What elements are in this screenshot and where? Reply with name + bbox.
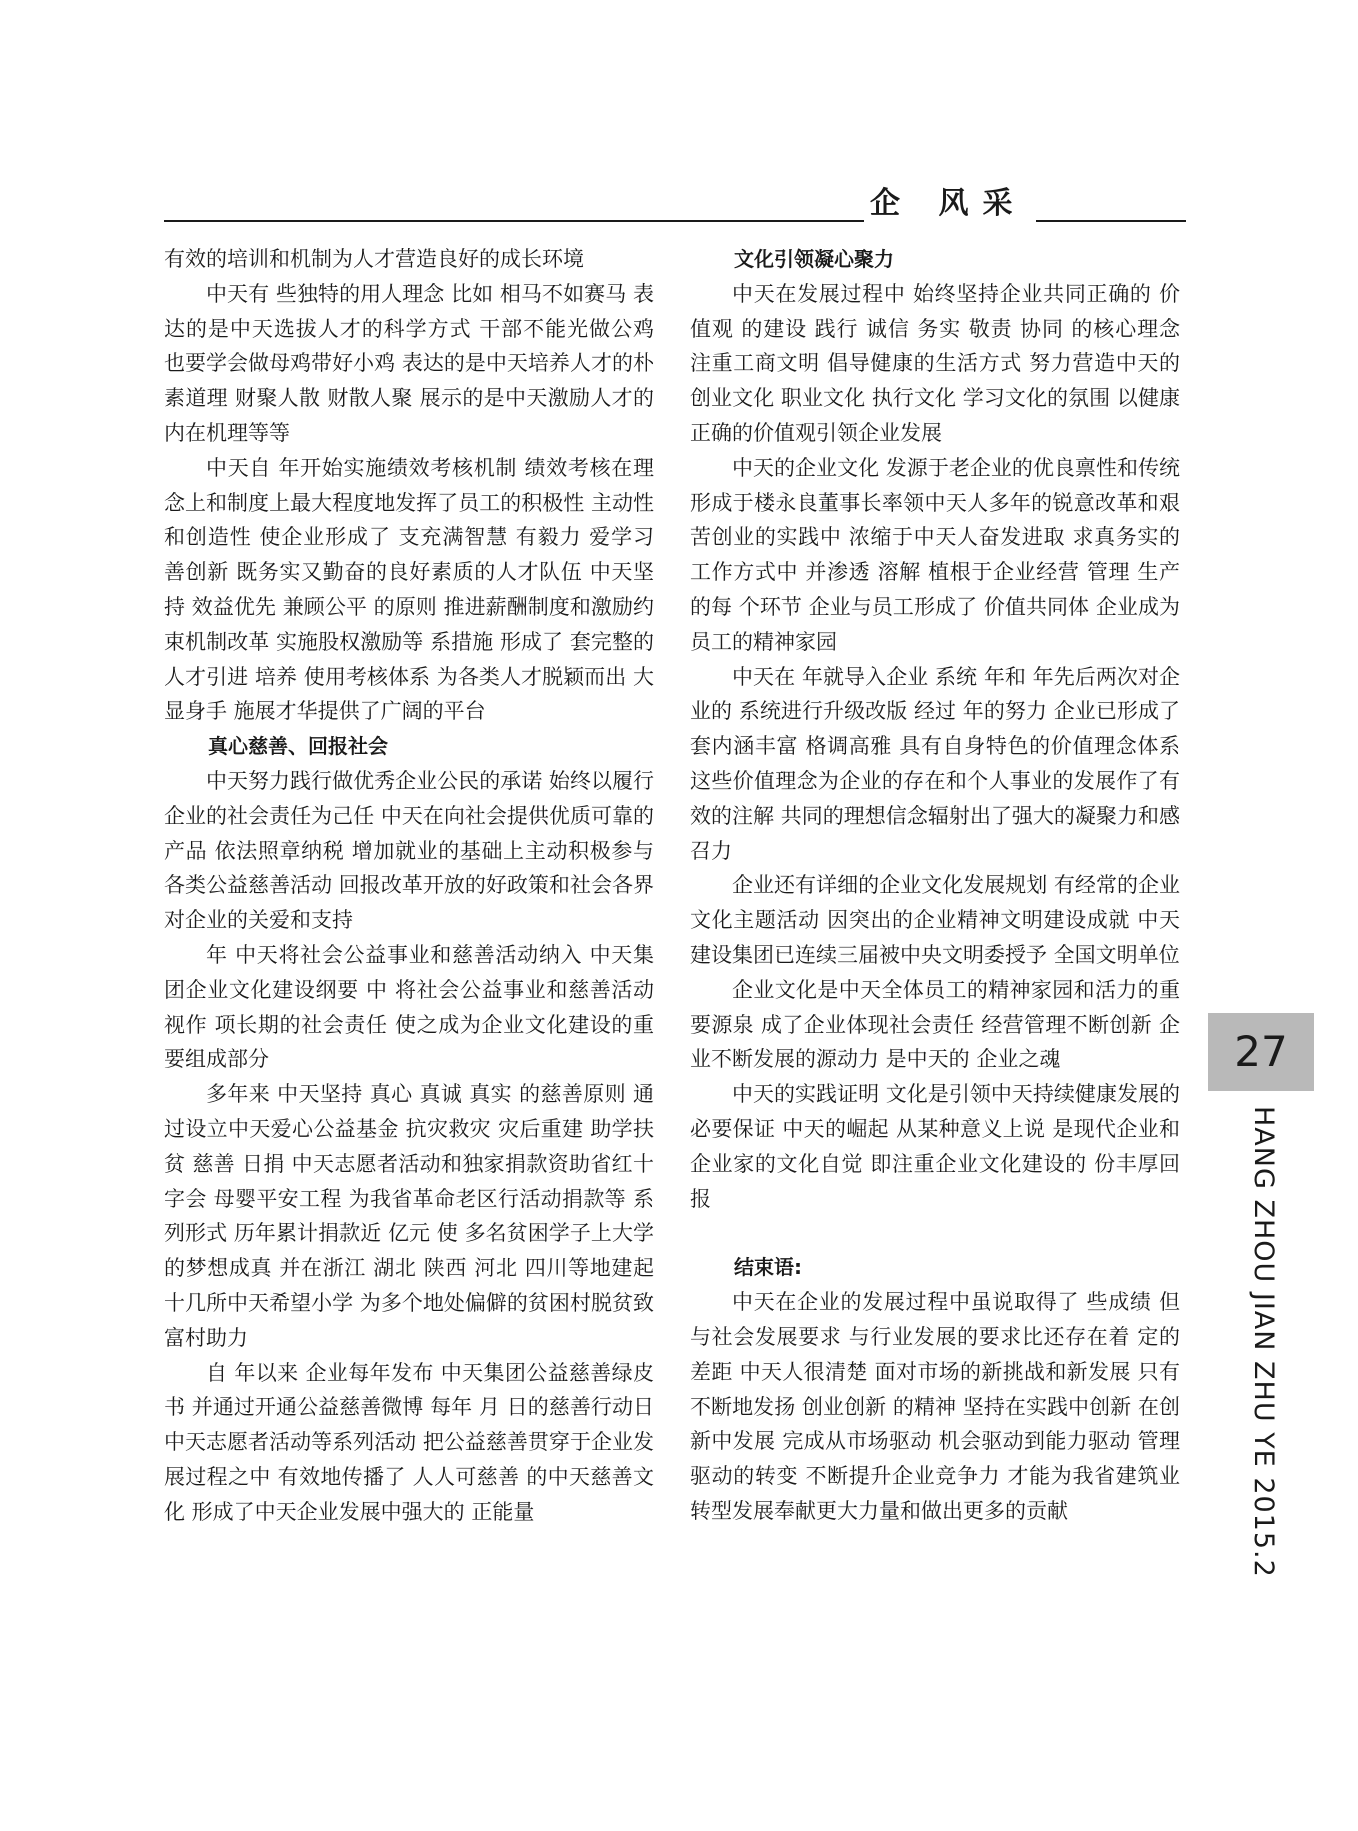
left-column xyxy=(164,242,654,1529)
section-heading: 文化引领凝心聚力 xyxy=(734,247,894,271)
section-heading: 结束语: xyxy=(734,1255,802,1280)
paragraph: 自 年以来 企业每年发布 中天集团公益慈善绿皮书 并通过开通公益慈善微博 每年 月 日的慈善行动日 中天志愿者活动等系列活动 把公益慈善贯穿于企业发展过程之中 有效地传播了 人人可慈善 的中天慈善文化 形成了中天企业发展中强大的 正能量 xyxy=(164,1360,654,1524)
paragraph: 多年来 中天坚持 真心 真诚 真实 的慈善原则 通过设立中天爱心公益基金 抗灾救灾 灾后重建 助学扶贫 慈善 日捐 中天志愿者活动和独家捐款资助省红十字会 母婴平安工程 为我省革命老区行活动捐款等 系列形式 历年累计捐款近 亿元 使 多名贫困学子上大学的梦想成真 并在浙江 湖北 陕西 河北 四川等地建起十几所中天希望小学 为多个地处偏僻的贫困村脱贫致富村助力 xyxy=(164,1082,654,1350)
paragraph: 中天的实践证明 文化是引领中天持续健康发展的必要保证 中天的崛起 从某种意义上说 是现代企业和企业家的文化自觉 即注重企业文化建设的 份丰厚回报 xyxy=(690,1082,1180,1211)
spacer xyxy=(690,1216,1180,1250)
header-rule-left xyxy=(164,220,864,222)
section-heading: 真心慈善、回报社会 xyxy=(208,734,388,759)
journal-label: HANG ZHOU JIAN ZHU YE 2015.2 xyxy=(1248,1106,1279,1578)
paragraph: 年 中天将社会公益事业和慈善活动纳入 中天集团企业文化建设纲要 中 将社会公益事业和慈善活动视作 项长期的社会责任 使之成为企业文化建设的重要组成部分 xyxy=(164,942,654,1072)
section-title: 企 风采 xyxy=(870,186,1027,221)
paragraph: 中天自 年开始实施绩效考核机制 绩效考核在理念上和制度上最大程度地发挥了员工的积极性 主动性和创造性 使企业形成了 支充满智慧 有毅力 爱学习 善创新 既务实又勤奋的良好素质的人才队伍 中天坚持 效益优先 兼顾公平 的原则 推进薪酬制度和激励约束机制改革 实施股权激励等 系措施 形成了 套完整的人才引进 培养 使用考核体系 为各类人才脱颖而出 大显身手 施展才华提供了广阔的平台 xyxy=(164,455,654,724)
paragraph: 企业还有详细的企业文化发展规划 有经常的企业文化主题活动 因突出的企业精神文明建设成就 中天建设集团已连续三届被中央文明委授予 全国文明单位 xyxy=(690,873,1180,967)
paragraph: 有效的培训和机制为人才营造良好的成长环境 xyxy=(164,247,584,271)
paragraph: 企业文化是中天全体员工的精神家园和活力的重要源泉 成了企业体现社会责任 经营管理不断创新 企业不断发展的源动力 是中天的 企业之魂 xyxy=(690,977,1180,1072)
paragraph: 中天的企业文化 发源于老企业的优良禀性和传统 形成于楼永良董事长率领中天人多年的锐意改革和艰苦创业的实践中 浓缩于中天人奋发进取 求真务实的工作方式中 并渗透 溶解 植根于企业经营 管理 生产的每 个环节 企业与员工形成了 价值共同体 企业成为员工的精神家园 xyxy=(690,455,1180,654)
paragraph: 中天有 些独特的用人理念 比如 相马不如赛马 表达的是中天选拔人才的科学方式 干部不能光做公鸡 也要学会做母鸡带好小鸡 表达的是中天培养人才的朴素道理 财聚人散 财散人聚 展示的是中天激励人才的内在机理等等 xyxy=(164,281,654,445)
paragraph: 中天在 年就导入企业 系统 年和 年先后两次对企业的 系统进行升级改版 经过 年的努力 企业已形成了 套内涵丰富 格调高雅 具有自身特色的价值理念体系 这些价值理念为企业的存在和个人事业的发展作了有效的注解 共同的理想信念辐射出了强大的凝聚力和感召力 xyxy=(690,664,1180,863)
header-rule-right xyxy=(1036,220,1186,222)
right-column xyxy=(690,242,1180,1529)
page-number-tab: 27 xyxy=(1208,1013,1314,1091)
paragraph: 中天在企业的发展过程中虽说取得了 些成绩 但与社会发展要求 与行业发展的要求比还存在着 定的差距 中天人很清楚 面对市场的新挑战和新发展 只有不断地发扬 创业创新 的精神 坚持在实践中创新 在创新中发展 完成从市场驱动 机会驱动到能力驱动 管理驱动的转变 不断提升企业竞争力 才能为我省建筑业转型发展奉献更大力量和做出更多的贡献 xyxy=(690,1290,1180,1523)
paragraph: 中天在发展过程中 始终坚持企业共同正确的 价值观 的建设 践行 诚信 务实 敬责 协同 的核心理念 注重工商文明 倡导健康的生活方式 努力营造中天的创业文化 职业文化 执行文化 学习文化的氛围 以健康正确的价值观引领企业发展 xyxy=(690,281,1180,445)
paragraph: 中天努力践行做优秀企业公民的承诺 始终以履行企业的社会责任为己任 中天在向社会提供优质可靠的产品 依法照章纳税 增加就业的基础上主动积极参与各类公益慈善活动 回报改革开放的好政策和社会各界对企业的关爱和支持 xyxy=(164,768,654,933)
